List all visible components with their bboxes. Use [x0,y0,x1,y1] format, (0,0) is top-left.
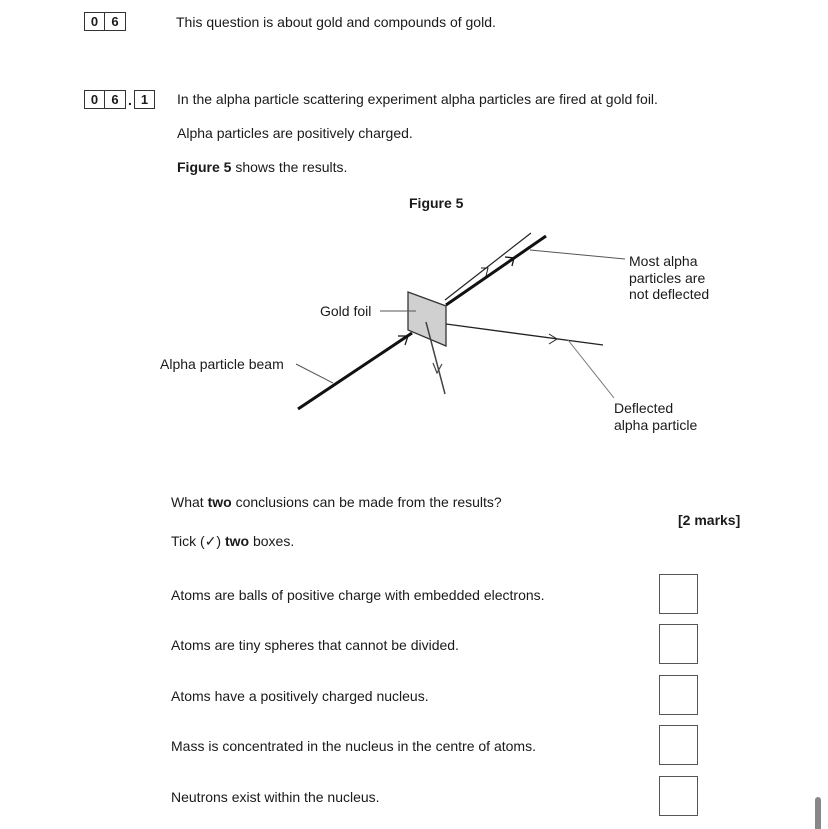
not-deflected-label-1: Most alpha [629,253,698,269]
option-label-5: Neutrons exist within the nucleus. [171,789,380,805]
not-deflected-label-3: not deflected [629,286,710,302]
option-checkbox-1[interactable] [659,574,698,614]
question-intro: This question is about gold and compounds of gold. [176,14,496,30]
figure-title: Figure 5 [409,195,464,211]
alpha-beam-line [298,333,412,409]
option-label-4: Mass is concentrated in the nucleus in the centre of atoms. [171,738,536,754]
option-checkbox-2[interactable] [659,624,698,664]
question-digit: 0 [84,90,105,109]
scrollbar-thumb[interactable] [815,797,821,829]
option-checkbox-3[interactable] [659,675,698,715]
question-line-3: Figure 5 shows the results. [177,159,348,175]
gold-foil-label: Gold foil [320,303,372,319]
not-deflected-label-2: particles are [629,270,706,286]
question-digit: 6 [105,90,126,109]
not-deflected-leader [530,250,625,259]
marks-label: [2 marks] [678,512,741,528]
figure-reference: Figure 5 [177,159,232,175]
deflected-leader [568,340,614,398]
beam-leader [296,364,333,383]
option-label-3: Atoms have a positively charged nucleus. [171,688,429,704]
undeflected-beam-line [446,236,546,305]
question-digit: 6 [105,12,126,31]
deflected-particle-path [446,324,603,345]
question-line-2: Alpha particles are positively charged. [177,125,413,141]
question-part: 1 [134,90,155,109]
option-label-1: Atoms are balls of positive charge with embedded electrons. [171,587,545,603]
question-line-1: In the alpha particle scattering experiment alpha particles are fired at gold foil. [177,91,658,107]
alpha-beam-label: Alpha particle beam [160,356,284,372]
question-prompt: What two conclusions can be made from the results? [171,494,502,510]
deflected-label-1: Deflected [614,400,674,416]
tick-instruction: Tick (✓) two boxes. [171,533,295,549]
question-digit: 0 [84,12,105,31]
option-label-2: Atoms are tiny spheres that cannot be divided. [171,637,459,653]
gold-foil-shape [408,292,446,346]
option-checkbox-5[interactable] [659,776,698,816]
question-separator: . [128,92,132,108]
option-checkbox-4[interactable] [659,725,698,765]
deflected-label-2: alpha particle [614,417,698,433]
